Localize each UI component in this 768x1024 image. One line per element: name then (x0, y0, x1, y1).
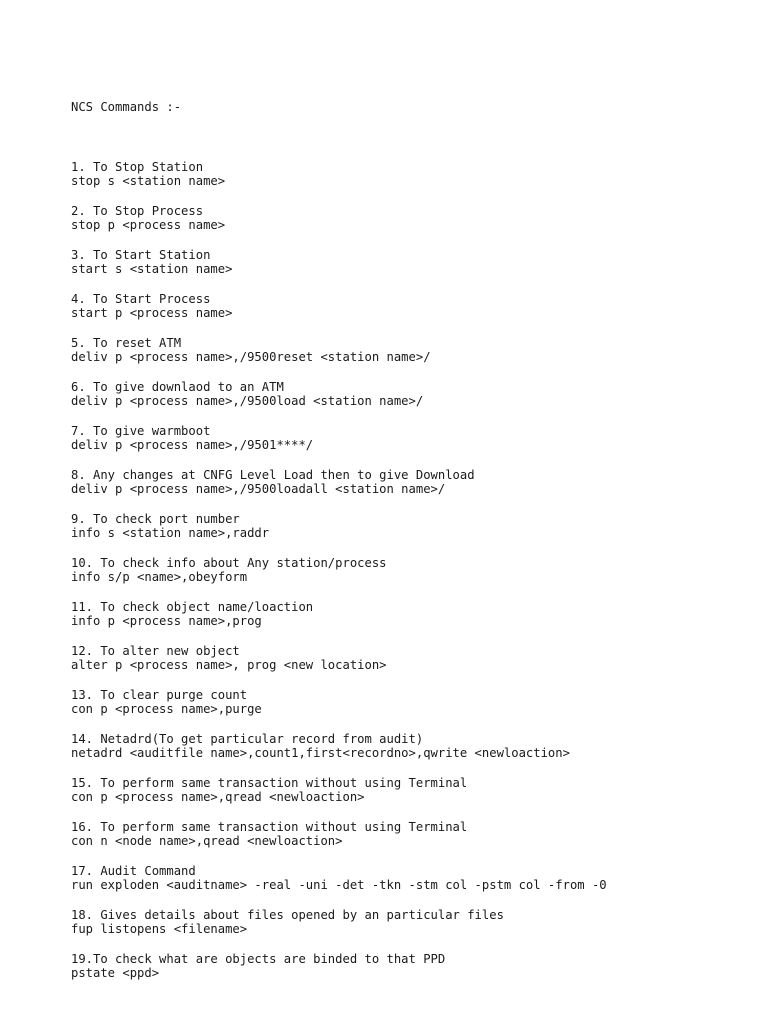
command-syntax: run exploden <auditname> -real -uni -det -tkn -stm col -pstm col -from -0 (71, 878, 607, 893)
command-heading: 13. To clear purge count (71, 687, 248, 702)
command-syntax: netadrd <auditfile name>,count1,first<recordno>,qwrite <newloaction> (71, 746, 570, 761)
command-heading: 17. Audit Command (71, 863, 196, 878)
command-entry (71, 380, 751, 409)
command-entry (71, 336, 751, 365)
command-heading: 9. To check port number (71, 511, 240, 526)
command-syntax: deliv p <process name>,/9500loadall <station name>/ (71, 482, 446, 497)
command-entry (71, 688, 751, 717)
command-entry (71, 204, 751, 233)
command-syntax: alter p <process name>, prog <new location> (71, 658, 387, 673)
command-syntax: con p <process name>,qread <newloaction> (71, 790, 365, 805)
command-entry (71, 512, 751, 541)
command-entry (71, 600, 751, 629)
command-heading: 15. To perform same transaction without using Terminal (71, 775, 468, 790)
command-entry (71, 864, 751, 893)
command-heading: 1. To Stop Station (71, 159, 204, 174)
command-heading: 8. Any changes at CNFG Level Load then to give Download (71, 467, 475, 482)
command-syntax: con p <process name>,purge (71, 702, 262, 717)
command-heading: 5. To reset ATM (71, 335, 182, 350)
command-entry (71, 292, 751, 321)
command-heading: 16. To perform same transaction without using Terminal (71, 819, 468, 834)
command-syntax: stop p <process name> (71, 218, 226, 233)
command-heading: 6. To give downlaod to an ATM (71, 379, 284, 394)
command-heading: 4. To Start Process (71, 291, 211, 306)
command-entry (71, 732, 751, 761)
command-entry (71, 468, 751, 497)
command-syntax: info p <process name>,prog (71, 614, 262, 629)
command-entry (71, 248, 751, 277)
command-list (71, 160, 751, 981)
command-syntax: info s/p <name>,obeyform (71, 570, 248, 585)
command-syntax: start p <process name> (71, 306, 233, 321)
command-syntax: fup listopens <filename> (71, 922, 248, 937)
command-syntax: con n <node name>,qread <newloaction> (71, 834, 343, 849)
document-title: NCS Commands :- (71, 100, 182, 115)
command-heading: 18. Gives details about files opened by an particular files (71, 907, 504, 922)
command-heading: 19.To check what are objects are binded to that PPD (71, 951, 446, 966)
command-entry (71, 776, 751, 805)
command-syntax: start s <station name> (71, 262, 233, 277)
command-entry (71, 556, 751, 585)
command-entry (71, 160, 751, 189)
command-entry (71, 952, 751, 981)
command-entry (71, 820, 751, 849)
command-syntax: pstate <ppd> (71, 966, 160, 981)
command-syntax: deliv p <process name>,/9500reset <station name>/ (71, 350, 431, 365)
command-heading: 2. To Stop Process (71, 203, 204, 218)
command-syntax: deliv p <process name>,/9500load <station name>/ (71, 394, 424, 409)
command-syntax: info s <station name>,raddr (71, 526, 270, 541)
command-entry (71, 644, 751, 673)
command-syntax: deliv p <process name>,/9501****/ (71, 438, 314, 453)
command-heading: 14. Netadrd(To get particular record from audit) (71, 731, 424, 746)
command-syntax: stop s <station name> (71, 174, 226, 189)
command-heading: 11. To check object name/loaction (71, 599, 314, 614)
document-page (71, 71, 751, 1010)
command-entry (71, 424, 751, 453)
command-entry (71, 908, 751, 937)
command-heading: 3. To Start Station (71, 247, 211, 262)
command-heading: 10. To check info about Any station/process (71, 555, 387, 570)
command-heading: 12. To alter new object (71, 643, 240, 658)
command-heading: 7. To give warmboot (71, 423, 211, 438)
